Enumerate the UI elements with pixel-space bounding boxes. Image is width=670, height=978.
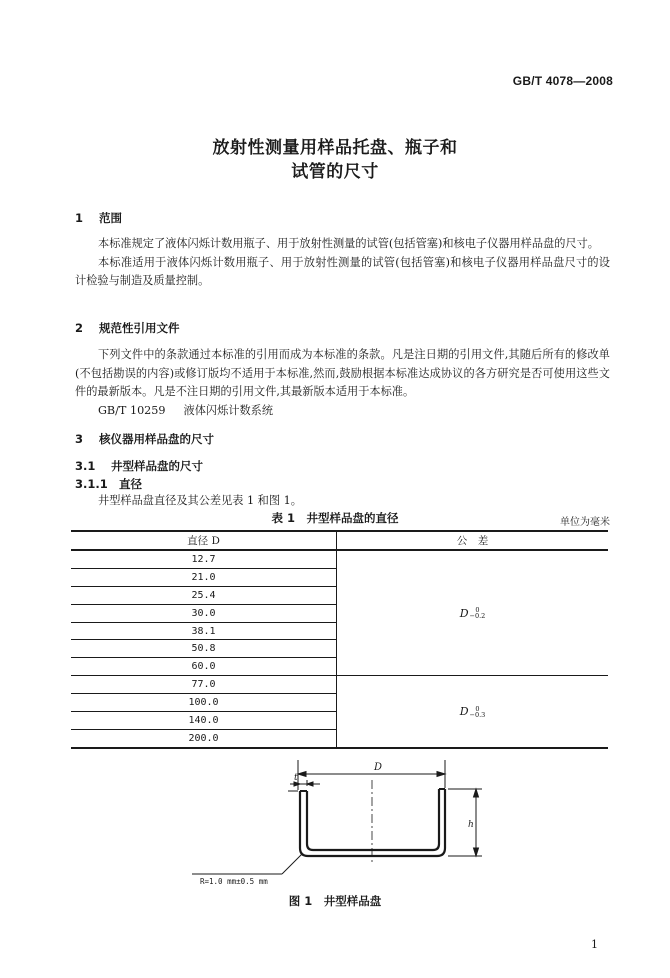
section-2-heading bbox=[75, 320, 180, 336]
reference-title: 液体闪烁计数系统 bbox=[183, 404, 274, 417]
tolerance-base: D bbox=[459, 606, 469, 620]
normative-reference bbox=[98, 402, 273, 418]
diameter-cell: 38.1 bbox=[71, 622, 337, 640]
section-2-body bbox=[75, 346, 610, 402]
section-1-body bbox=[75, 235, 610, 291]
diameter-cell: 12.7 bbox=[71, 550, 337, 568]
section-title: 范围 bbox=[99, 211, 122, 225]
paragraph: 井型样品盘直径及其公差见表 1 和图 1。 bbox=[98, 494, 302, 507]
label-h: h bbox=[468, 820, 474, 830]
arrow-head bbox=[474, 848, 479, 856]
diameter-cell: 60.0 bbox=[71, 658, 337, 676]
radius-leader bbox=[282, 854, 302, 874]
section-number: 2 bbox=[75, 321, 84, 335]
section-number: 3.1 bbox=[75, 459, 96, 473]
document-title-line1: 放射性测量用样品托盘、瓶子和 bbox=[212, 138, 458, 158]
diameter-cell: 100.0 bbox=[71, 694, 337, 712]
paragraph: 本标准适用于液体闪烁计数用瓶子、用于放射性测量的试管(包括管塞)和核电子仪器用样品盘尺寸的设计检验与制造及质量控制。 bbox=[75, 255, 610, 287]
sample-tray-drawing bbox=[190, 758, 490, 890]
section-title: 规范性引用文件 bbox=[99, 321, 180, 335]
diameter-cell: 25.4 bbox=[71, 586, 337, 604]
section-number: 3.1.1 bbox=[75, 477, 108, 491]
page-number: 1 bbox=[591, 938, 598, 951]
table-unit: 单位为毫米 bbox=[560, 517, 610, 528]
label-radius: R=1.0 mm±0.5 mm bbox=[200, 877, 268, 886]
label-t: t bbox=[294, 773, 298, 783]
section-3-1-1-body bbox=[75, 492, 610, 511]
section-number: 1 bbox=[75, 211, 84, 225]
figure-caption: 图 1 井型样品盘 bbox=[288, 894, 382, 908]
diameter-cell: 77.0 bbox=[71, 676, 337, 694]
section-1-heading bbox=[75, 210, 122, 226]
table-row bbox=[71, 676, 608, 694]
tolerance-lower: −0.2 bbox=[469, 612, 486, 621]
section-3-1-heading bbox=[75, 458, 203, 474]
section-title: 直径 bbox=[119, 477, 142, 491]
tolerance-lower: −0.3 bbox=[469, 710, 486, 719]
standard-number: GB/T 4078—2008 bbox=[512, 74, 613, 88]
diameter-cell: 140.0 bbox=[71, 712, 337, 730]
section-3-heading bbox=[75, 431, 214, 447]
tray-inner-wall bbox=[307, 789, 439, 850]
tolerance-base: D bbox=[459, 705, 469, 719]
section-3-1-1-heading bbox=[75, 476, 142, 492]
table-caption: 表 1 井型样品盘的直径 bbox=[271, 511, 399, 525]
diameter-cell: 30.0 bbox=[71, 604, 337, 622]
document-title-line2: 试管的尺寸 bbox=[291, 162, 379, 182]
paragraph: 下列文件中的条款通过本标准的引用而成为本标准的条款。凡是注日期的引用文件,其随后所有的修改单(不包括勘误的内容)或修订版均不适用于本标准,然而,鼓励根据本标准达成协议的各方研究是否可使用这些文件的最新版本。凡是不注日期的引用文件,其最新版本适用于本标准。 bbox=[75, 348, 610, 398]
paragraph: 本标准规定了液体闪烁计数用瓶子、用于放射性测量的试管(包括管塞)和核电子仪器用样品盘的尺寸。 bbox=[98, 237, 599, 250]
column-header-diameter: 直径 D bbox=[71, 531, 337, 550]
section-title: 核仪器用样品盘的尺寸 bbox=[99, 432, 214, 446]
section-number: 3 bbox=[75, 432, 84, 446]
reference-code: GB/T 10259 bbox=[98, 404, 166, 417]
arrow-head bbox=[307, 782, 313, 786]
column-header-tolerance: 公 差 bbox=[337, 531, 609, 550]
tolerance-cell-group1 bbox=[337, 550, 609, 676]
diameter-cell: 50.8 bbox=[71, 640, 337, 658]
tolerance-cell-group2 bbox=[337, 676, 609, 748]
tray-outer-wall bbox=[300, 789, 445, 856]
tolerance-upper: 0 bbox=[475, 704, 480, 713]
diameter-cell: 200.0 bbox=[71, 729, 337, 747]
arrow-head bbox=[437, 772, 445, 777]
label-d: D bbox=[374, 762, 383, 773]
diameter-cell: 21.0 bbox=[71, 568, 337, 586]
tolerance-upper: 0 bbox=[475, 606, 480, 615]
table-row bbox=[71, 550, 608, 568]
arrow-head bbox=[298, 772, 306, 777]
section-title: 井型样品盘的尺寸 bbox=[111, 459, 203, 473]
arrow-head bbox=[474, 789, 479, 797]
diameter-table bbox=[71, 530, 608, 749]
